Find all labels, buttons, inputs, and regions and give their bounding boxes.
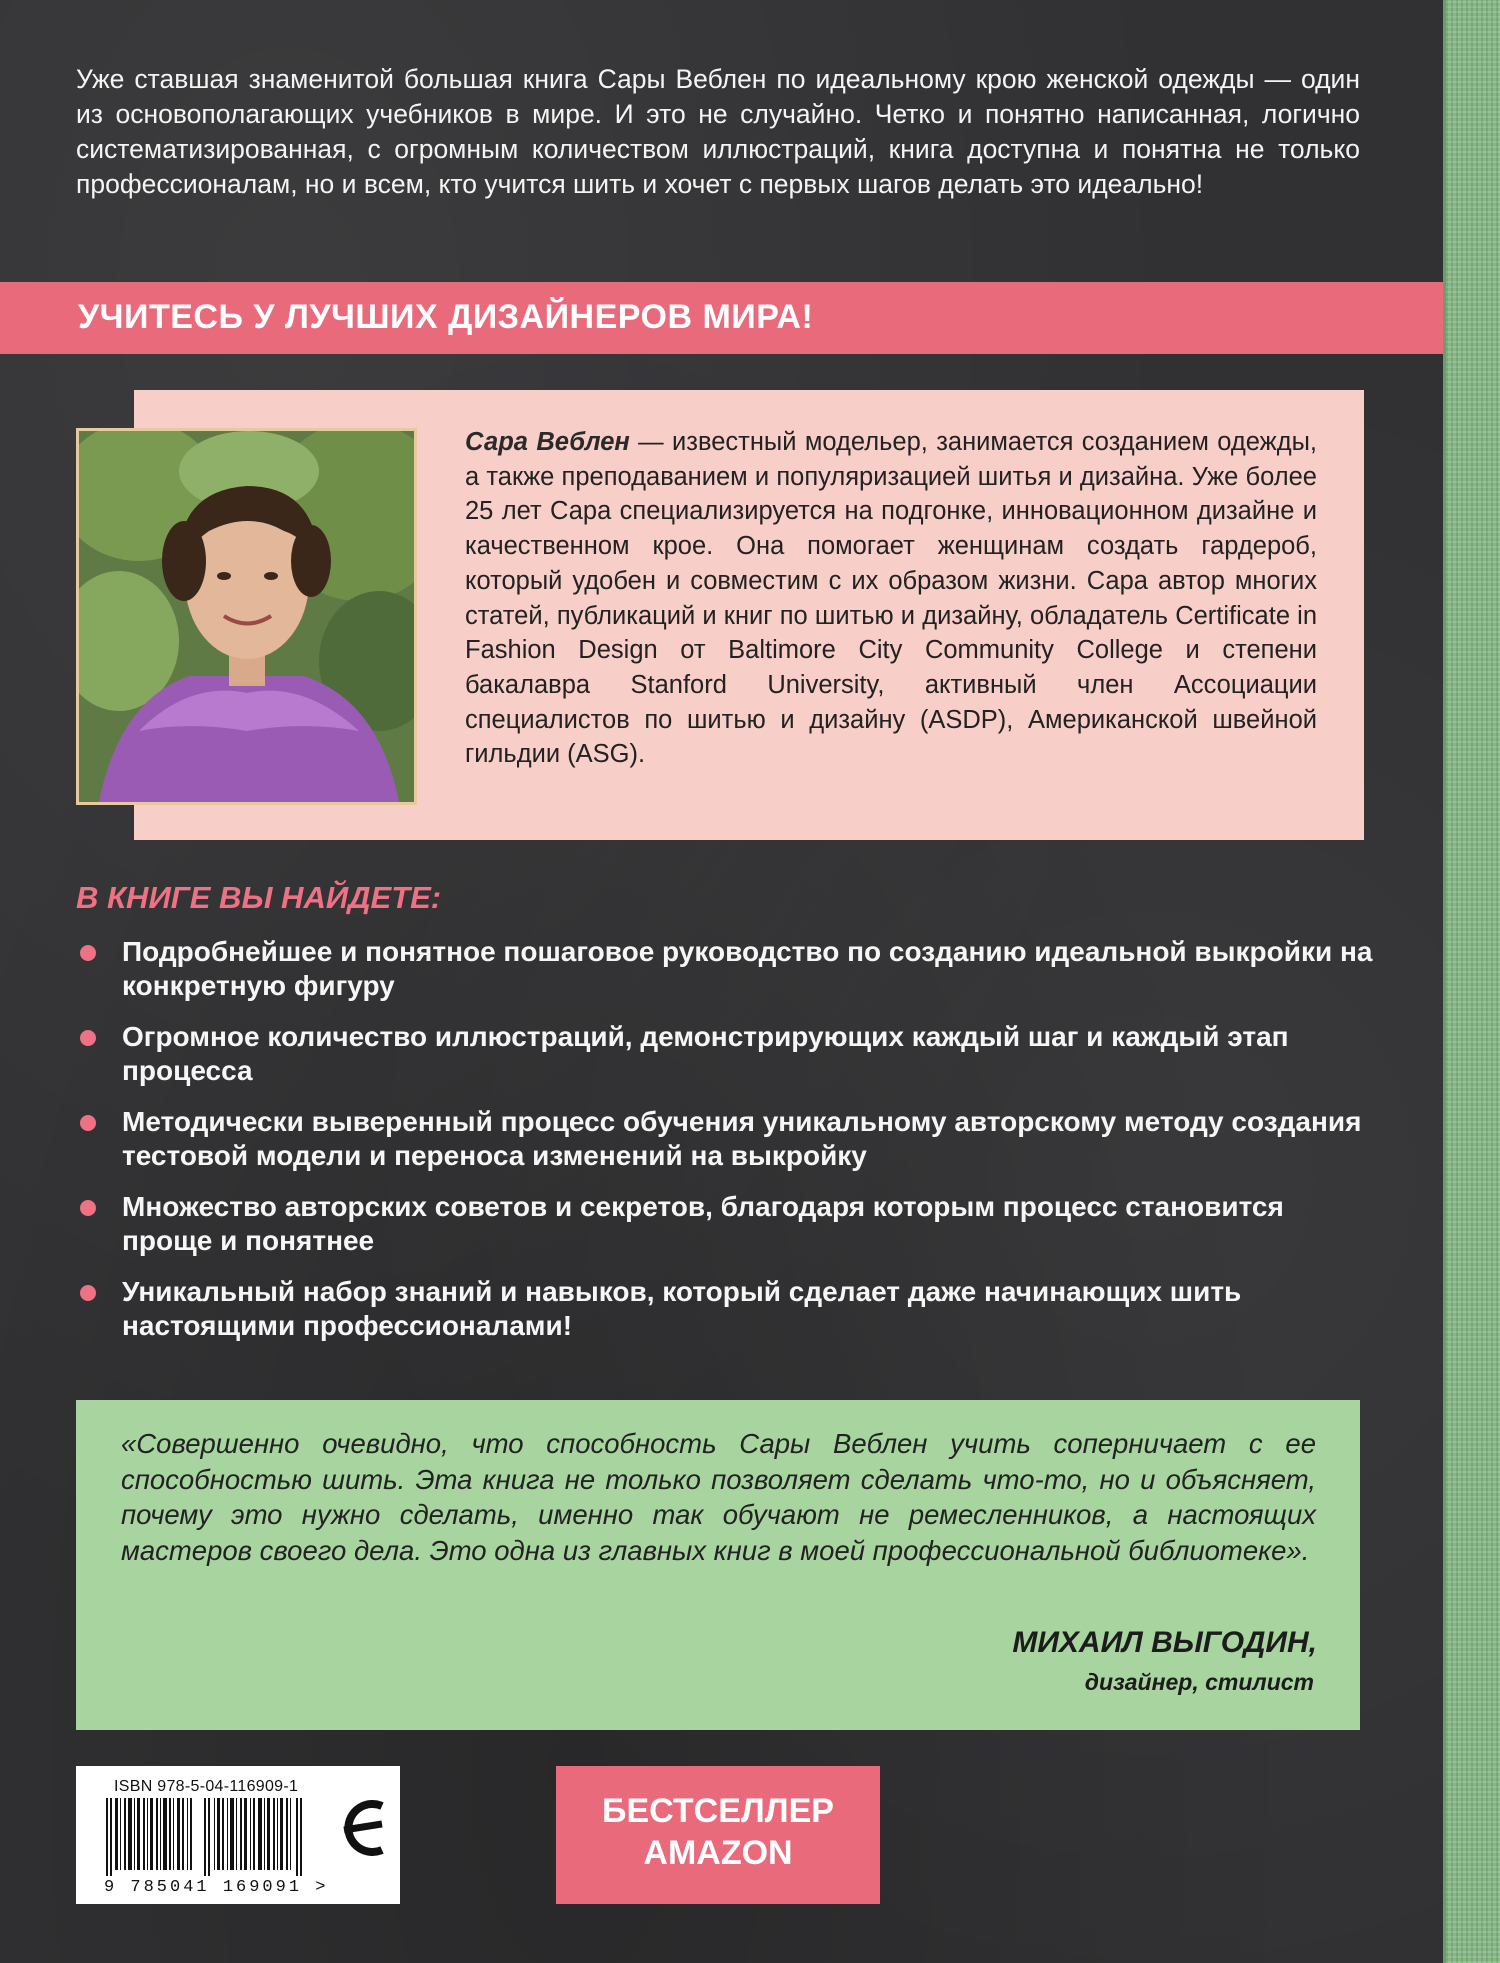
testimonial-text: «Совершенно очевидно, что способность Сары Веблен учить соперничает с ее способностью шить. Эта книга не только позволяет сделать что-то, но и объясняет, почему это нужно сделать, именно так обучают не ремесленников, а настоящих мастеров своего дела. Это одна из главных книг в моей профессиональной библиотеке».: [121, 1428, 1316, 1566]
list-item: Огромное количество иллюстраций, демонстрирующих каждый шаг и каждый этап процесса: [76, 1020, 1376, 1087]
eksmo-e-logo-icon: [336, 1786, 390, 1876]
barcode-icon: [106, 1798, 316, 1876]
bullet-icon: [80, 945, 96, 961]
bullet-icon: [80, 1200, 96, 1216]
author-photo: [76, 428, 417, 805]
list-item: Множество авторских советов и секретов, благодаря которым процесс становится проще и понятнее: [76, 1190, 1376, 1257]
list-item: Подробнейшее и понятное пошаговое руководство по созданию идеальной выкройки на конкретную фигуру: [76, 935, 1376, 1002]
badge-line-2: AMAZON: [643, 1834, 793, 1872]
badge-line-1: БЕСТСЕЛЛЕР: [602, 1792, 834, 1830]
bullet-icon: [80, 1285, 96, 1301]
author-portrait-icon: [79, 431, 414, 802]
barcode-digits: 9 785041 169091 >: [104, 1878, 329, 1897]
list-item: Методически выверенный процесс обучения уникальному авторскому методу создания тестовой модели и переноса изменений на выкройку: [76, 1105, 1376, 1172]
testimonial-author: МИХАИЛ ВЫГОДИН,: [1012, 1626, 1317, 1659]
headline-text: УЧИТЕСЬ У ЛУЧШИХ ДИЗАЙНЕРОВ МИРА!: [78, 298, 814, 336]
features-list: [76, 935, 1376, 1360]
testimonial-role: дизайнер, стилист: [1084, 1669, 1314, 1695]
isbn-number: ISBN 978-5-04-116909-1: [114, 1778, 299, 1795]
bullet-icon: [80, 1115, 96, 1131]
headline-banner: [0, 282, 1443, 354]
list-item: Уникальный набор знаний и навыков, который сделает даже начинающих шить настоящими профессионалами!: [76, 1275, 1376, 1342]
bullet-icon: [80, 1030, 96, 1046]
author-bio: [465, 425, 1317, 772]
cover-spine: [1443, 0, 1500, 1963]
intro-paragraph: Уже ставшая знаменитой большая книга Сары Веблен по идеальному крою женской одежды — один из основополагающих учебников в мире. И это не случайно. Четко и понятно написанная, логично систематизированная, с огромным количеством иллюстраций, книга доступна и понятна не только профессионалам, но и всем, кто учится шить и хочет с первых шагов делать это идеально!: [76, 64, 1360, 199]
author-name: Сара Веблен: [465, 428, 630, 456]
author-bio-text: — известный модельер, занимается созданием одежды, а также преподаванием и популяризацией шитья и дизайна. Уже более 25 лет Сара специализируется на подгонке, инновационном дизайне и качественном крое. Она помогает женщинам создать гардероб, который удобен и совместим с их образом жизни. Сара автор многих статей, публикаций и книг по шитью и дизайну, обладатель Certificate in Fashion Design от Baltimore City Community College и степени бакалавра Stanford University, активный член Ассоциации специалистов по шитью и дизайну (ASDP), Американской швейной гильдии (ASG).: [465, 428, 1318, 769]
bestseller-badge: [556, 1766, 880, 1904]
features-heading: В КНИГЕ ВЫ НАЙДЕТЕ:: [76, 880, 442, 915]
